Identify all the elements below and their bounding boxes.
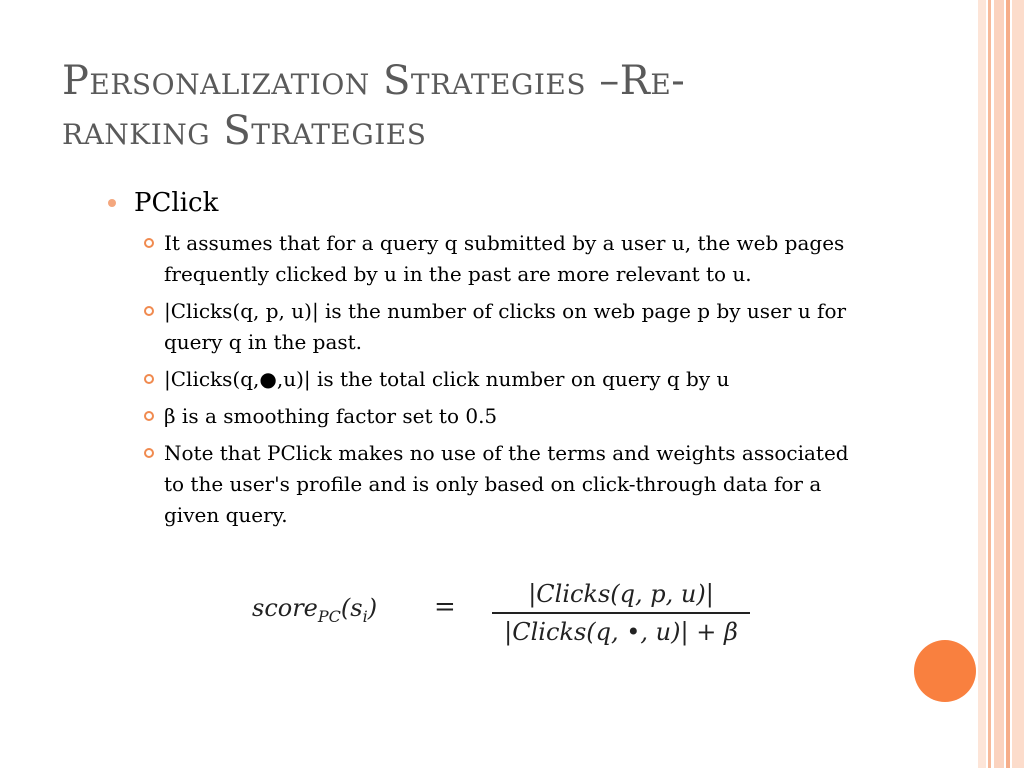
formula-fraction (492, 578, 750, 648)
sub-bullet-text: |Clicks(q,●,u)| is the total click number on query q by u (164, 367, 730, 391)
formula-equals: = (434, 592, 456, 622)
decor-stripe-4 (1006, 0, 1010, 768)
formula-lhs-main: score (252, 594, 318, 622)
sub-bullet-ring-icon (144, 374, 154, 384)
sub-bullet-3 (144, 364, 864, 395)
formula-fraction-bar (492, 612, 750, 614)
decor-stripe-5 (1012, 0, 1024, 768)
sub-bullet-text: |Clicks(q, p, u)| is the number of clicks on web page p by user u for query q in the past. (164, 299, 847, 354)
sub-bullet-ring-icon (144, 238, 154, 248)
sub-bullet-1 (144, 228, 864, 290)
slide-content (104, 186, 864, 537)
sub-bullet-text: β is a smoothing factor set to 0.5 (164, 404, 498, 428)
decor-stripe-2 (988, 0, 991, 768)
sub-bullet-text: It assumes that for a query q submitted by a user u, the web pages frequently clicked by u in the past are more relevant to u. (164, 231, 845, 286)
bullet-dot-icon (108, 199, 116, 207)
slide-title-line-2: ranking Strategies (62, 108, 427, 154)
formula-lhs-arg: (s (340, 594, 363, 622)
sub-bullet-list (144, 228, 864, 531)
formula-denominator: |Clicks(q, •, u)| + β (504, 618, 738, 646)
formula-lhs-arg-subscript: i (362, 606, 368, 626)
decor-stripe-1 (978, 0, 986, 768)
decor-orange-circle (914, 640, 976, 702)
sub-bullet-2 (144, 296, 864, 358)
bullet-label: PClick (134, 188, 219, 218)
slide-title (62, 56, 822, 156)
sub-bullet-5 (144, 438, 864, 531)
slide-title-line-1: Personalization Strategies –Re- (62, 58, 686, 104)
sub-bullet-ring-icon (144, 448, 154, 458)
sub-bullet-ring-icon (144, 306, 154, 316)
formula-lhs (252, 594, 377, 626)
decor-stripe-3 (994, 0, 1004, 768)
sub-bullet-ring-icon (144, 411, 154, 421)
sub-bullet-text: Note that PClick makes no use of the terms and weights associated to the user's profile and is only based on click-through data for a given query. (164, 441, 849, 527)
pclick-formula (252, 578, 772, 658)
formula-lhs-subscript: PC (317, 606, 341, 626)
bullet-pclick (104, 186, 864, 220)
formula-numerator: |Clicks(q, p, u)| (528, 580, 714, 608)
formula-lhs-close: ) (367, 594, 378, 622)
sub-bullet-4 (144, 401, 864, 432)
